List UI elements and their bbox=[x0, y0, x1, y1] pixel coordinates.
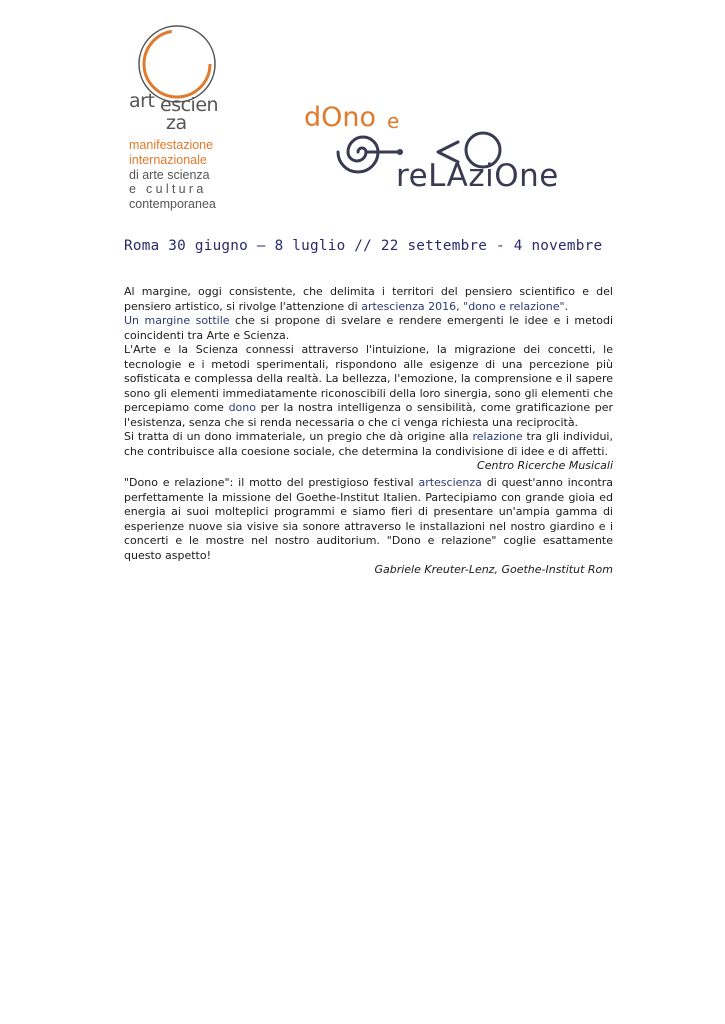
tagline-line: di arte scienza bbox=[129, 167, 210, 182]
paragraph bbox=[124, 476, 613, 563]
highlight-text: relazione bbox=[472, 430, 523, 443]
logo-word-za: za bbox=[166, 112, 187, 134]
event-dates: Roma 30 giugno – 8 luglio // 22 settembre - 4 novembre bbox=[124, 238, 603, 254]
highlight-text: artescienza 2016, "dono e relazione" bbox=[361, 299, 565, 313]
text: di quest'anno incontra perfettamente la missione del Goethe-Institut Italien. Partecipiamo con grande gioia ed energia ai suoi molteplici programmi e siamo fieri di presentare un'ampia gamma di esperienze nuove sia visive sia sonore attraverso le installazioni nel nostro giardino e i concerti e le mostre nel nostro auditorium. "Dono e relazione" coglie esattamente questo aspetto! bbox=[124, 476, 613, 562]
tagline-line: contemporanea bbox=[129, 197, 216, 212]
highlight-text: artescienza bbox=[418, 476, 482, 489]
text: . bbox=[564, 299, 569, 313]
section-centro-ricerche bbox=[124, 285, 613, 474]
signature: Centro Ricerche Musicali bbox=[477, 459, 613, 472]
text: Si tratta di un dono immateriale, un pregio che dà origine alla bbox=[124, 430, 473, 443]
highlight-text: Un margine sottile bbox=[124, 314, 230, 327]
logo-word-escien: escien bbox=[160, 94, 219, 116]
tagline-line: internazionale bbox=[129, 152, 207, 167]
text: tra gli individui, che contribuisce alla coesione sociale, che determina la condivisione di idee e di affetti. bbox=[124, 430, 613, 458]
paragraph bbox=[124, 285, 613, 314]
spiral-icon bbox=[300, 80, 620, 220]
section-goethe bbox=[124, 476, 613, 578]
signature: Gabriele Kreuter-Lenz, Goethe-Institut Rom bbox=[374, 563, 613, 576]
logo-e-text: e bbox=[387, 109, 400, 133]
logo-relazione-text: reLAziOne bbox=[396, 158, 559, 194]
artescienza-logo bbox=[120, 18, 230, 134]
tagline-line: e cultura bbox=[129, 182, 207, 197]
dono-e-relazione-logo bbox=[300, 80, 620, 220]
text: per la nostra intelligenza o sensibilità, come gratificazione per l'esistenza, senza che si renda necessaria o che ci venga richiesta una reciprocità. bbox=[124, 401, 614, 429]
paragraph bbox=[124, 430, 613, 459]
logo-dono-text: dOno bbox=[304, 102, 377, 133]
paragraph bbox=[124, 314, 613, 343]
text: Al margine, oggi consistente, che delimita i territori del pensiero scientifico e del pensiero artistico, si rivolge l'attenzione di bbox=[124, 285, 613, 313]
tagline-line: manifestazione bbox=[129, 138, 214, 152]
highlight-text: dono bbox=[228, 401, 256, 414]
text: "Dono e relazione": il motto del prestigioso festival bbox=[124, 476, 419, 489]
text: L'Arte e la Scienza connessi attraverso l'intuizione, la migrazione dei concetti, le tecnologie e i metodi sperimentali, rispondono alle esigenze di una percezione più sofisticata e complessa della realtà. La bellezza, l'emozione, la comprensione e il sapere sono gli elementi immediatamente riconoscibili della loro sinergia, sono gli elementi che percepiamo come bbox=[124, 343, 613, 414]
logo-word-art: art bbox=[129, 90, 155, 112]
logo-tagline bbox=[129, 138, 216, 212]
text: che si propone di svelare e rendere emergenti le idee e i metodi coincidenti tra Arte e Scienza. bbox=[124, 314, 613, 342]
paragraph bbox=[124, 343, 613, 430]
